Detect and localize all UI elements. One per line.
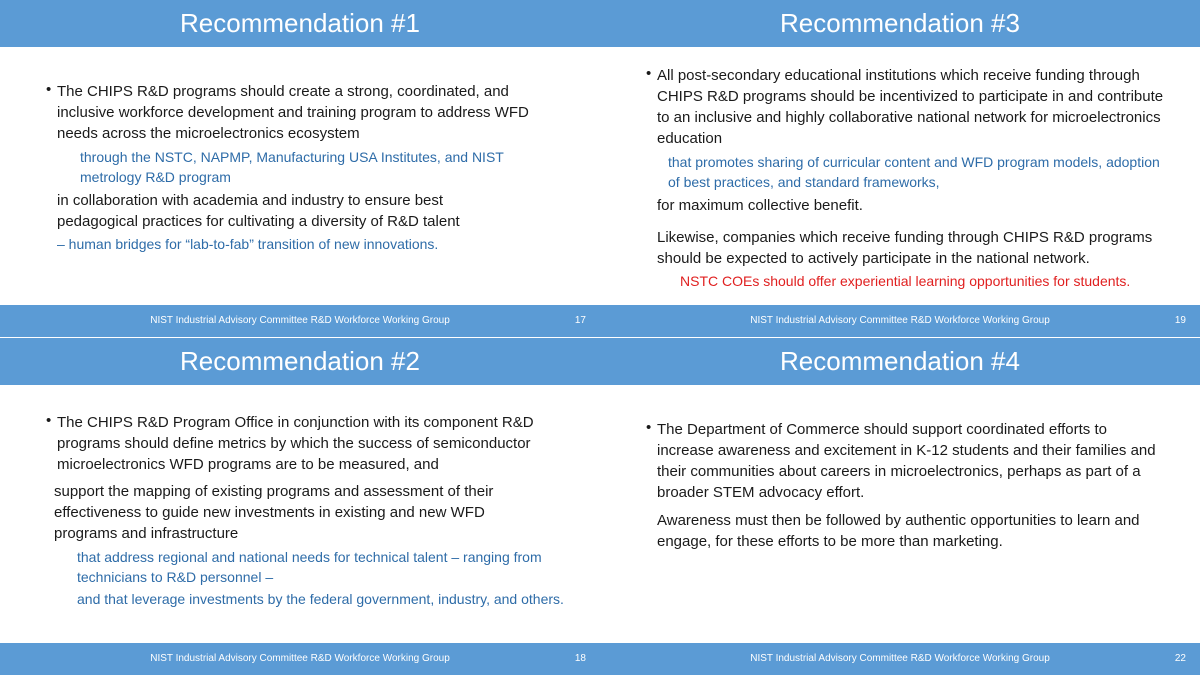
body-text: Likewise, companies which receive funding through CHIPS R&D programs should be expected to actively participate in the national network. <box>657 229 1153 267</box>
sub-text: and that leverage investments by the federal government, industry, and others. <box>77 591 564 607</box>
footer-text: NIST Industrial Advisory Committee R&D Workforce Working Group <box>750 653 1050 664</box>
highlight-text: NSTC COEs should offer experiential learning opportunities for students. <box>680 273 1131 289</box>
page-number: 18 <box>574 653 586 664</box>
sub-text: through the NSTC, NAPMP, Manufacturing USA Institutes, and NIST metrology R&D program <box>80 149 504 185</box>
slide-recommendation-1 <box>0 0 600 337</box>
sub-text: that address regional and national needs for technical talent – ranging from technicians to R&D personnel – <box>77 549 542 585</box>
page-number: 17 <box>574 315 586 326</box>
slide-recommendation-2 <box>0 338 600 675</box>
body-text: Awareness must then be followed by authentic opportunities to learn and engage, for these efforts to be more than marketing. <box>657 512 1140 550</box>
slide-footer <box>600 643 1200 675</box>
bullet-icon: • <box>46 412 52 429</box>
slide-title: Recommendation #1 <box>0 0 600 47</box>
bullet-text: The Department of Commerce should support coordinated efforts to increase awareness and excitement in K-12 students and their families and their communities about careers in microelectronics, perhaps as part of a broader STEM advocacy effort. <box>657 421 1156 501</box>
body-text: in collaboration with academia and industry to ensure best pedagogical practices for cultivating a diversity of R&D talent <box>57 192 460 230</box>
slide-body <box>600 385 1200 643</box>
bullet-text: The CHIPS R&D programs should create a strong, coordinated, and inclusive workforce development and training program to address WFD needs across the microelectronics ecosystem <box>57 83 529 142</box>
slide-title: Recommendation #2 <box>0 338 600 385</box>
body-text: for maximum collective benefit. <box>657 197 863 214</box>
body-text: support the mapping of existing programs and assessment of their effectiveness to guide new investments in existing and new WFD programs and infrastructure <box>54 483 494 542</box>
page-number: 19 <box>1174 315 1186 326</box>
slide-footer <box>0 305 600 337</box>
slide-title: Recommendation #3 <box>600 0 1200 47</box>
bullet-icon: • <box>646 65 652 82</box>
slide-recommendation-3 <box>600 0 1200 337</box>
slide-footer <box>0 643 600 675</box>
sub-text: – human bridges for “lab-to-fab” transition of new innovations. <box>57 236 439 252</box>
page-number: 22 <box>1174 653 1186 664</box>
slide-footer <box>600 305 1200 337</box>
footer-text: NIST Industrial Advisory Committee R&D Workforce Working Group <box>150 653 450 664</box>
bullet-text: The CHIPS R&D Program Office in conjunction with its component R&D programs should define metrics by which the success of semiconductor microelectronics WFD programs are to be measured, and <box>57 414 534 473</box>
slide-body <box>600 47 1200 305</box>
bullet-icon: • <box>646 419 652 436</box>
slide-body <box>0 47 600 305</box>
footer-text: NIST Industrial Advisory Committee R&D Workforce Working Group <box>750 315 1050 326</box>
sub-text: that promotes sharing of curricular content and WFD program models, adoption of best practices, and standard frameworks, <box>668 154 1160 190</box>
slide-body <box>0 385 600 643</box>
slide-recommendation-4 <box>600 338 1200 675</box>
bullet-icon: • <box>46 81 52 98</box>
footer-text: NIST Industrial Advisory Committee R&D Workforce Working Group <box>150 315 450 326</box>
bullet-text: All post-secondary educational institutions which receive funding through CHIPS R&D programs should be incentivized to participate in and contribute to an inclusive and highly collaborative national network for microelectronics education <box>657 67 1164 147</box>
slide-title: Recommendation #4 <box>600 338 1200 385</box>
